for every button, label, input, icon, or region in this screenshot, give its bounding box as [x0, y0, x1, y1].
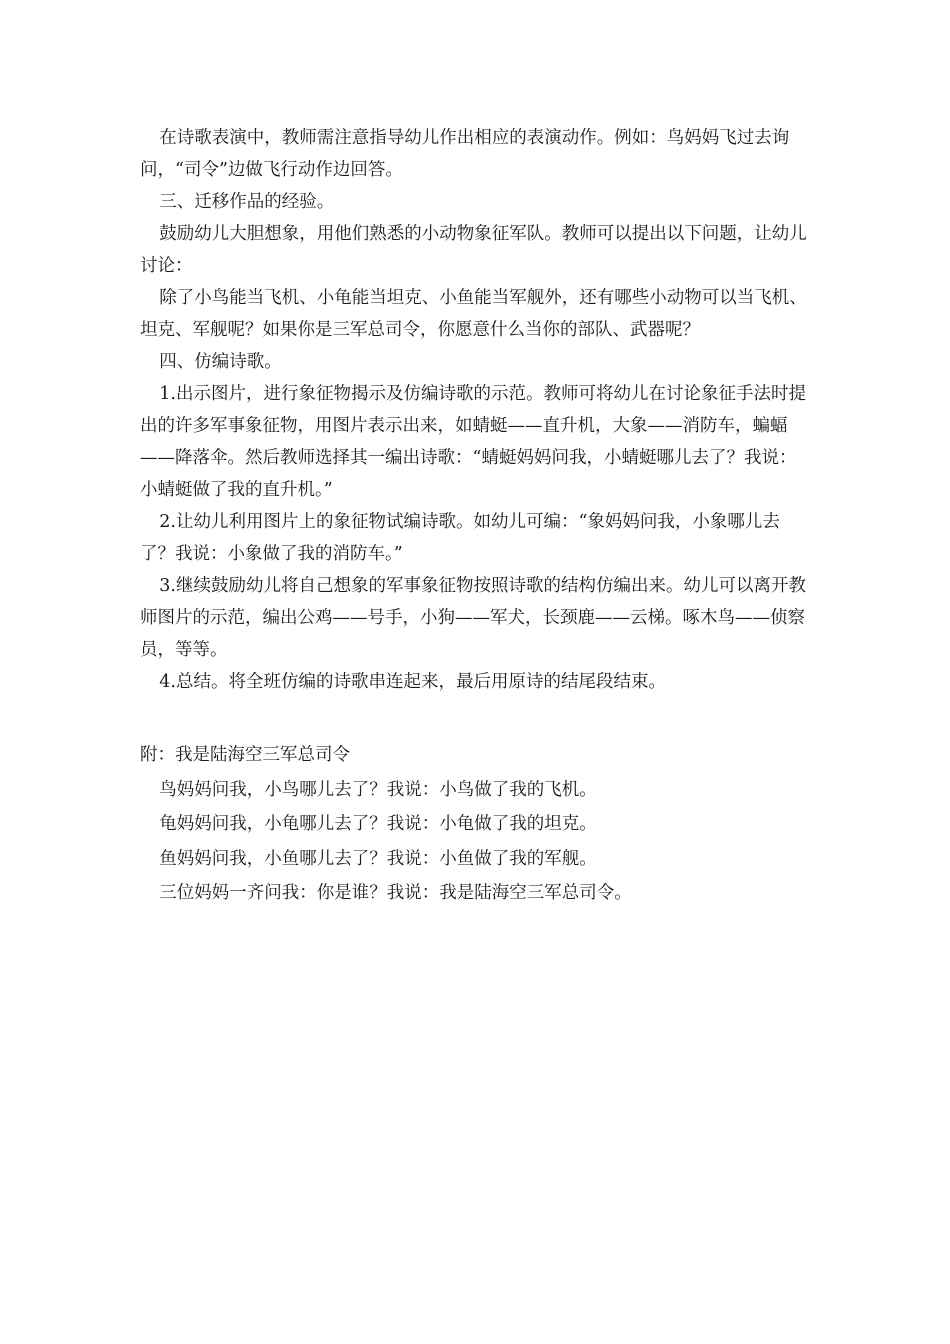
section-heading-4: 四、仿编诗歌。: [159, 352, 282, 372]
paragraph-encourage: 鼓励幼儿大胆想象，用他们熟悉的小动物象征军队。教师可以提出以下问题，让幼儿讨论：: [140, 224, 807, 276]
paragraph-performance-note: 在诗歌表演中，教师需注意指导幼儿作出相应的表演动作。例如：鸟妈妈飞过去询问，“司令”边做飞行动作边回答。: [140, 128, 790, 180]
paragraph-step-1: 1.出示图片，进行象征物揭示及仿编诗歌的示范。教师可将幼儿在讨论象征手法时提出的许多军事象征物，用图片表示出来，如蜻蜓——直升机，大象——消防车，蝙蝠——降落伞。然后教师选择其一编出诗歌：“蜻蜓妈妈问我，小蜻蜓哪儿去了？我说：小蜻蜓做了我的直升机。”: [140, 384, 806, 500]
paragraph-gap: [140, 698, 812, 738]
poem-line: 三位妈妈一齐问我：你是谁？我说：我是陆海空三军总司令。: [159, 883, 632, 903]
paragraph-step-2: 2.让幼儿利用图片上的象征物试编诗歌。如幼儿可编：“象妈妈问我，小象哪儿去了？我说：小象做了我的消防车。”: [140, 512, 780, 564]
poem-line: 鱼妈妈问我，小鱼哪儿去了？我说：小鱼做了我的军舰。: [159, 848, 597, 869]
section-heading-3: 三、迁移作品的经验。: [159, 192, 335, 212]
poem-line: 鸟妈妈问我，小鸟哪儿去了？我说：小鸟做了我的飞机。: [159, 779, 597, 800]
paragraph-question: 除了小鸟能当飞机、小龟能当坦克、小鱼能当军舰外，还有哪些小动物可以当飞机、坦克、军舰呢？如果你是三军总司令，你愿意什么当你的部队、武器呢？: [140, 288, 807, 340]
appendix-title: 附：我是陆海空三军总司令: [140, 745, 350, 765]
paragraph-step-4: 4.总结。将全班仿编的诗歌串连起来，最后用原诗的结尾段结束。: [159, 672, 666, 692]
document-body: [140, 122, 812, 911]
poem-line: 龟妈妈问我，小龟哪儿去了？我说：小龟做了我的坦克。: [159, 814, 597, 834]
paragraph-step-3: 3.继续鼓励幼儿将自己想象的军事象征物按照诗歌的结构仿编出来。幼儿可以离开教师图片的示范，编出公鸡——号手，小狗——军犬，长颈鹿——云梯。啄木鸟——侦察员，等等。: [140, 576, 806, 660]
appendix-poem: [140, 738, 812, 911]
